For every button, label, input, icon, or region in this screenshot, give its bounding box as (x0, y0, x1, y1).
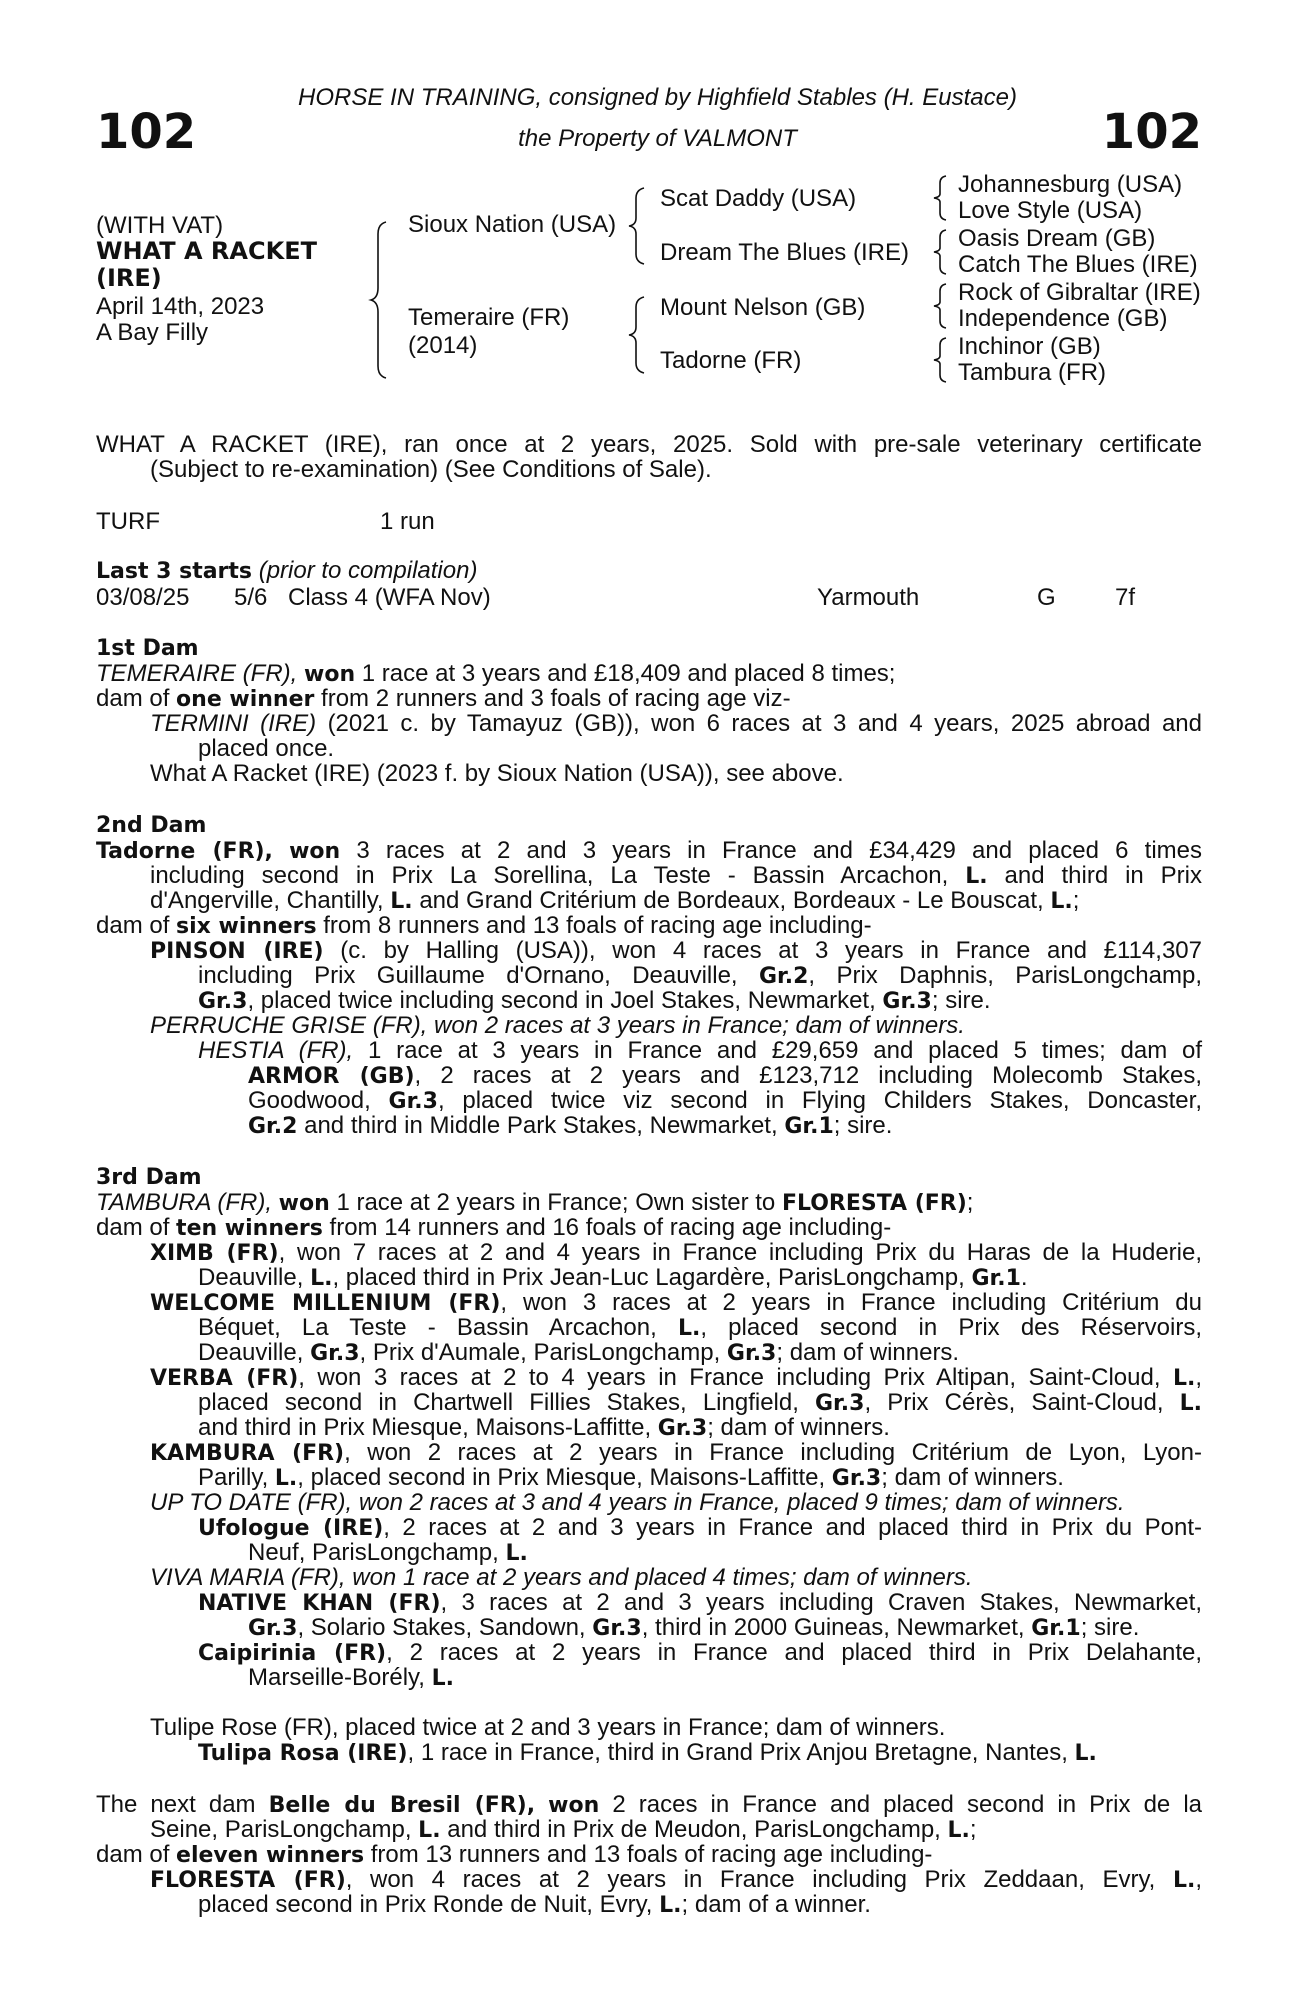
second-dam-line-2: including second in Prix La Sorellina, La Teste - Bassin Arcachon, L. and third in Prix (150, 862, 1202, 889)
lot-number-right: 102 (1101, 104, 1202, 160)
third-dam-line-13: UP TO DATE (FR), won 2 races at 3 and 4 years in France, placed 9 times; dam of winners. (150, 1489, 1125, 1516)
third-dam-line-19: Caipirinia (FR), 2 races at 2 years in France and placed third in Prix Delahante, (198, 1639, 1202, 1666)
third-dam-heading: 3rd Dam (96, 1165, 202, 1190)
third-dam-line-14: Ufologue (IRE), 2 races at 2 and 3 years in France and placed third in Prix du Pont- (198, 1514, 1202, 1541)
start-date: 03/08/25 (96, 584, 190, 611)
pedigree-dds: Inchinor (GB) (958, 333, 1101, 360)
pedigree-sire-dam: Dream The Blues (IRE) (660, 239, 909, 266)
third-dam-line-20: Marseille-Borély, L. (248, 1664, 454, 1691)
pedigree-brace-g1 (932, 176, 952, 220)
first-dam-line-4: placed once. (198, 735, 335, 762)
third-dam-line-6: Béquet, La Teste - Bassin Arcachon, L., placed second in Prix des Réservoirs, (198, 1314, 1203, 1341)
third-dam-line-22: Tulipa Rosa (IRE), 1 race in France, third in Grand Prix Anjou Bretagne, Nantes, L. (198, 1739, 1097, 1766)
start-class: Class 4 (WFA Nov) (288, 584, 491, 611)
next-dam-line-2: Seine, ParisLongchamp, L. and third in Prix de Meudon, ParisLongchamp, L.; (150, 1816, 977, 1843)
pedigree-sss: Johannesburg (USA) (958, 171, 1183, 198)
third-dam-line-17: NATIVE KHAN (FR), 3 races at 2 and 3 years including Craven Stakes, Newmarket, (198, 1589, 1202, 1616)
second-dam-line-5: PINSON (IRE) (c. by Halling (USA)), won 4 races at 3 years in France and £114,307 (150, 937, 1202, 964)
last-starts-heading: Last 3 starts (prior to compilation) (96, 557, 478, 584)
third-dam-line-3: XIMB (FR), won 7 races at 2 and 4 years in France including Prix du Haras de la Huderie, (150, 1239, 1203, 1266)
first-dam-line-3: TERMINI (IRE) (2021 c. by Tamayuz (GB)), won 6 races at 3 and 4 years, 2025 abroad and (150, 710, 1202, 737)
third-dam-line-18: Gr.3, Solario Stakes, Sandown, Gr.3, third in 2000 Guineas, Newmarket, Gr.1; sire. (248, 1614, 1140, 1641)
pedigree-dam-year: (2014) (408, 332, 478, 359)
pedigree-dsd: Independence (GB) (958, 305, 1168, 332)
intro-line-2: (Subject to re-examination) (See Conditions of Sale). (150, 456, 712, 483)
pedigree-brace-main (370, 222, 390, 378)
first-dam-heading: 1st Dam (96, 636, 199, 661)
pedigree-brace-g3 (932, 284, 952, 328)
third-dam-line-8: VERBA (FR), won 3 races at 2 to 4 years in France including Prix Altipan, Saint-Cloud, L., (150, 1364, 1202, 1391)
vat-note: (WITH VAT) (96, 212, 224, 239)
pedigree-sire-sire: Scat Daddy (USA) (660, 185, 857, 212)
second-dam-line-12: Gr.2 and third in Middle Park Stakes, Newmarket, Gr.1; sire. (248, 1112, 893, 1139)
second-dam-line-3: d'Angerville, Chantilly, L. and Grand Critérium de Bordeaux, Bordeaux - Le Bouscat, L.; (150, 887, 1080, 914)
pedigree-ssd: Love Style (USA) (958, 197, 1143, 224)
first-dam-line-2: dam of one winner from 2 runners and 3 foals of racing age viz- (96, 685, 791, 712)
property-line: the Property of VALMONT (518, 125, 797, 152)
third-dam-line-4: Deauville, L., placed third in Prix Jean-Luc Lagardère, ParisLongchamp, Gr.1. (198, 1264, 1028, 1291)
record-surface: TURF (96, 508, 160, 535)
third-dam-line-11: KAMBURA (FR), won 2 races at 2 years in France including Critérium de Lyon, Lyon- (150, 1439, 1202, 1466)
next-dam-line-5: placed second in Prix Ronde de Nuit, Evry, L.; dam of a winner. (198, 1891, 871, 1918)
second-dam-line-9: HESTIA (FR), 1 race at 3 years in France and £29,659 and placed 5 times; dam of (198, 1037, 1202, 1064)
start-going: G (1037, 584, 1056, 611)
pedigree-brace-g2 (932, 230, 952, 274)
third-dam-line-10: and third in Prix Miesque, Maisons-Laffitte, Gr.3; dam of winners. (198, 1414, 890, 1441)
third-dam-line-9: placed second in Chartwell Fillies Stakes, Lingfield, Gr.3, Prix Cérès, Saint-Cloud, L. (198, 1389, 1203, 1416)
pedigree-ddd: Tambura (FR) (958, 359, 1107, 386)
pedigree-sds: Oasis Dream (GB) (958, 225, 1156, 252)
pedigree-dss: Rock of Gibraltar (IRE) (958, 279, 1201, 306)
third-dam-line-2: dam of ten winners from 14 runners and 16 foals of racing age including- (96, 1214, 892, 1241)
third-dam-line-7: Deauville, Gr.3, Prix d'Aumale, ParisLongchamp, Gr.3; dam of winners. (198, 1339, 960, 1366)
third-dam-line-15: Neuf, ParisLongchamp, L. (248, 1539, 528, 1566)
horse-name: WHAT A RACKET (96, 237, 317, 265)
second-dam-heading: 2nd Dam (96, 813, 207, 838)
lot-number-left: 102 (96, 104, 197, 160)
third-dam-line-21: Tulipe Rose (FR), placed twice at 2 and 3 years in France; dam of winners. (150, 1714, 946, 1741)
pedigree-sire: Sioux Nation (USA) (408, 211, 617, 238)
intro-line-1: WHAT A RACKET (IRE), ran once at 2 years, 2025. Sold with pre-sale veterinary certificate (96, 431, 1202, 458)
pedigree-brace-g4 (932, 338, 952, 382)
consignor-line: HORSE IN TRAINING, consigned by Highfield Stables (H. Eustace) (298, 84, 1017, 111)
next-dam-line-3: dam of eleven winners from 13 runners and 13 foals of racing age including- (96, 1841, 933, 1868)
second-dam-line-7: Gr.3, placed twice including second in Joel Stakes, Newmarket, Gr.3; sire. (198, 987, 991, 1014)
record-runs: 1 run (380, 508, 435, 535)
first-dam-line-5: What A Racket (IRE) (2023 f. by Sioux Nation (USA)), see above. (150, 760, 844, 787)
third-dam-line-12: Parilly, L., placed second in Prix Miesque, Maisons-Laffitte, Gr.3; dam of winners. (198, 1464, 1064, 1491)
pedigree-dam-sire: Mount Nelson (GB) (660, 294, 866, 321)
start-position: 5/6 (234, 584, 268, 611)
third-dam-line-16: VIVA MARIA (FR), won 1 race at 2 years and placed 4 times; dam of winners. (150, 1564, 973, 1591)
pedigree-dam-dam: Tadorne (FR) (660, 347, 802, 374)
first-dam-line-1: TEMERAIRE (FR), won 1 race at 3 years and £18,409 and placed 8 times; (96, 660, 896, 687)
horse-description: A Bay Filly (96, 319, 209, 346)
second-dam-line-11: Goodwood, Gr.3, placed twice viz second in Flying Childers Stakes, Doncaster, (248, 1087, 1202, 1114)
start-distance: 7f (1115, 584, 1136, 611)
foaling-date: April 14th, 2023 (96, 293, 265, 320)
pedigree-dam: Temeraire (FR) (408, 304, 570, 331)
pedigree-brace-sire (628, 188, 648, 264)
start-course: Yarmouth (817, 584, 920, 611)
pedigree-brace-dam (628, 297, 648, 373)
pedigree-sdd: Catch The Blues (IRE) (958, 251, 1198, 278)
second-dam-line-1: Tadorne (FR), won 3 races at 2 and 3 years in France and £34,429 and placed 6 times (96, 837, 1203, 864)
next-dam-line-4: FLORESTA (FR), won 4 races at 2 years in France including Prix Zeddaan, Evry, L., (150, 1866, 1202, 1893)
third-dam-line-1: TAMBURA (FR), won 1 race at 2 years in France; Own sister to FLORESTA (FR); (96, 1189, 974, 1216)
second-dam-line-6: including Prix Guillaume d'Ornano, Deauville, Gr.2, Prix Daphnis, ParisLongchamp, (198, 962, 1203, 989)
third-dam-line-5: WELCOME MILLENIUM (FR), won 3 races at 2 years in France including Critérium du (150, 1289, 1202, 1316)
second-dam-line-8: PERRUCHE GRISE (FR), won 2 races at 3 years in France; dam of winners. (150, 1012, 965, 1039)
horse-country: (IRE) (96, 264, 162, 292)
next-dam-line-1: The next dam Belle du Bresil (FR), won 2 races in France and placed second in Prix de la (96, 1791, 1203, 1818)
second-dam-line-4: dam of six winners from 8 runners and 13 foals of racing age including- (96, 912, 872, 939)
second-dam-line-10: ARMOR (GB), 2 races at 2 years and £123,712 including Molecomb Stakes, (248, 1062, 1202, 1089)
